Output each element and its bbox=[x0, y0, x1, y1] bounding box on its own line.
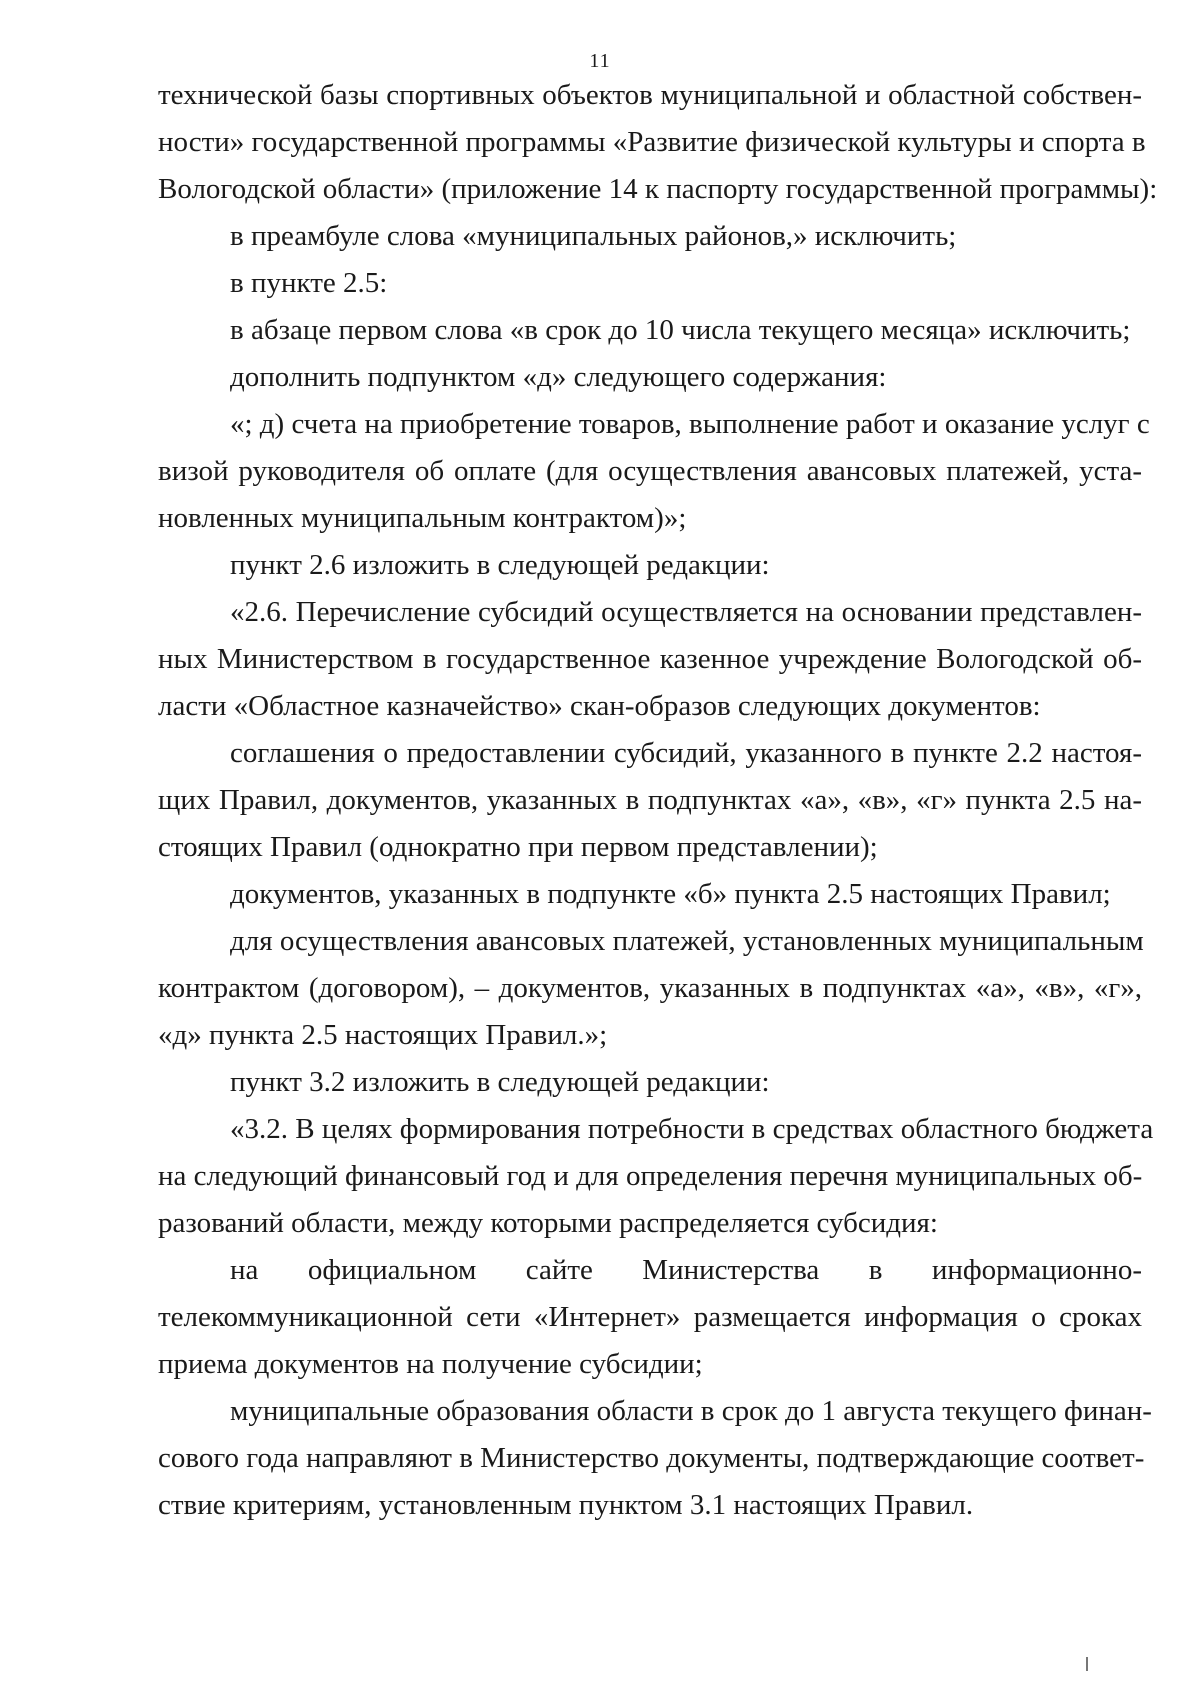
text-line: пункт 2.6 изложить в следующей редакции: bbox=[230, 549, 770, 581]
text-line: телекоммуникационной сети «Интернет» размещается информация о сроках bbox=[158, 1301, 1142, 1333]
text-line: в пункте 2.5: bbox=[230, 267, 388, 299]
text-line: визой руководителя об оплате (для осуществления авансовых платежей, уста- bbox=[158, 455, 1142, 487]
text-line: в абзаце первом слова «в срок до 10 числа текущего месяца» исключить; bbox=[230, 314, 1131, 346]
text-line: документов, указанных в подпункте «б» пункта 2.5 настоящих Правил; bbox=[230, 878, 1111, 910]
text-line: муниципальные образования области в срок до 1 августа текущего финан- bbox=[230, 1395, 1152, 1427]
text-line: в преамбуле слова «муниципальных районов,» исключить; bbox=[230, 220, 957, 252]
text-line: сового года направляют в Министерство документы, подтверждающие соответ- bbox=[158, 1442, 1145, 1474]
scan-artifact bbox=[1086, 1657, 1088, 1671]
text-line: щих Правил, документов, указанных в подпунктах «а», «в», «г» пункта 2.5 на- bbox=[158, 784, 1142, 816]
text-line: «; д) счета на приобретение товаров, выполнение работ и оказание услуг с bbox=[230, 408, 1150, 440]
document-body bbox=[158, 72, 1158, 1529]
text-line: Вологодской области» (приложение 14 к паспорту государственной программы): bbox=[158, 173, 1158, 205]
text-line: «д» пункта 2.5 настоящих Правил.»; bbox=[158, 1019, 608, 1051]
text-line: приема документов на получение субсидии; bbox=[158, 1348, 703, 1380]
text-line: ных Министерством в государственное казенное учреждение Вологодской об- bbox=[158, 643, 1142, 675]
text-line: ласти «Областное казначейство» скан-образов следующих документов: bbox=[158, 690, 1041, 722]
text-line: пункт 3.2 изложить в следующей редакции: bbox=[230, 1066, 770, 1098]
text-line: контрактом (договором), – документов, указанных в подпунктах «а», «в», «г», bbox=[158, 972, 1142, 1004]
text-line: для осуществления авансовых платежей, установленных муниципальным bbox=[230, 925, 1144, 957]
text-line: на официальном сайте Министерства в информационно- bbox=[230, 1254, 1142, 1286]
text-line: дополнить подпунктом «д» следующего содержания: bbox=[230, 361, 887, 393]
text-line: «3.2. В целях формирования потребности в средствах областного бюджета bbox=[230, 1113, 1154, 1145]
text-line: соглашения о предоставлении субсидий, указанного в пункте 2.2 настоя- bbox=[230, 737, 1142, 769]
text-line: ности» государственной программы «Развитие физической культуры и спорта в bbox=[158, 126, 1146, 158]
text-line: «2.6. Перечисление субсидий осуществляется на основании представлен- bbox=[230, 596, 1142, 628]
text-line: новленных муниципальным контрактом)»; bbox=[158, 502, 687, 534]
text-line: на следующий финансовый год и для определения перечня муниципальных об- bbox=[158, 1160, 1143, 1192]
text-line: технической базы спортивных объектов муниципальной и областной собствен- bbox=[158, 79, 1142, 111]
text-line: ствие критериям, установленным пунктом 3.1 настоящих Правил. bbox=[158, 1489, 974, 1521]
page-number: 11 bbox=[589, 50, 611, 72]
text-line: разований области, между которыми распределяется субсидия: bbox=[158, 1207, 938, 1239]
text-line: стоящих Правил (однократно при первом представлении); bbox=[158, 831, 878, 863]
